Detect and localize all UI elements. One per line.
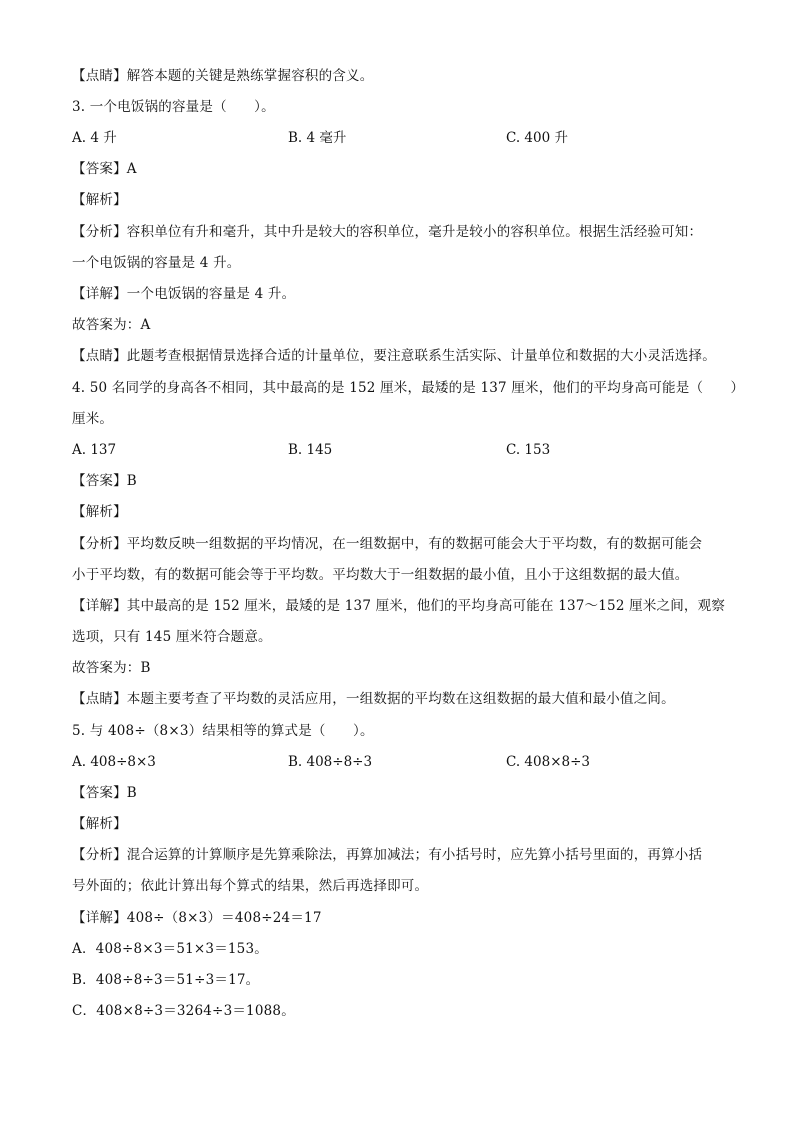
analysis-label: 【解析】: [72, 504, 127, 520]
answer-label: 【答案】A: [72, 161, 137, 177]
q5-option-a: A. 408÷8×3: [72, 754, 156, 770]
q4-option-a: A. 137: [72, 442, 117, 458]
text-line: 【详解】408÷（8×3）＝408÷24＝17: [72, 910, 322, 926]
question-4: 4. 50 名同学的身高各不相同，其中最高的是 152 厘米，最矮的是 137 厘米，他们的平均身高可能是（ ）: [72, 380, 745, 396]
text-line: 厘米。: [72, 411, 114, 427]
text-line: 一个电饭锅的容量是 4 升。: [72, 255, 241, 271]
text-line: 故答案为：A: [72, 317, 151, 333]
text-line: 【点睛】解答本题的关键是熟练掌握容积的含义。: [72, 68, 374, 84]
q5-option-b: B. 408÷8÷3: [288, 754, 373, 770]
text-line: 【点睛】此题考查根据情景选择合适的计量单位，要注意联系生活实际、计量单位和数据的大小灵活选择。: [72, 348, 716, 364]
q3-option-c: C. 400 升: [506, 130, 568, 146]
q4-option-b: B. 145: [288, 442, 333, 458]
text-line: 小于平均数，有的数据可能会等于平均数。平均数大于一组数据的最小值，且小于这组数据的最大值。: [72, 567, 689, 583]
text-line: 【详解】一个电饭锅的容量是 4 升。: [72, 286, 296, 302]
text-line: B．408÷8÷3＝51÷3＝17。: [72, 972, 260, 988]
analysis-label: 【解析】: [72, 192, 127, 208]
text-line: 【点睛】本题主要考查了平均数的灵活应用，一组数据的平均数在这组数据的最大值和最小值之间。: [72, 691, 675, 707]
text-line: A．408÷8×3＝51×3＝153。: [72, 941, 268, 957]
answer-label: 【答案】B: [72, 473, 137, 489]
text-line: 【详解】其中最高的是 152 厘米，最矮的是 137 厘米，他们的平均身高可能在 137～152 厘米之间，观察: [72, 598, 726, 614]
q5-option-c: C. 408×8÷3: [506, 754, 590, 770]
text-line: 选项，只有 145 厘米符合题意。: [72, 629, 272, 645]
analysis-label: 【解析】: [72, 816, 127, 832]
text-line: 【分析】混合运算的计算顺序是先算乘除法，再算加减法；有小括号时，应先算小括号里面的，再算小括: [72, 847, 703, 863]
text-line: 号外面的；依此计算出每个算式的结果，然后再选择即可。: [72, 878, 429, 894]
text-line: 【分析】容积单位有升和毫升，其中升是较大的容积单位，毫升是较小的容积单位。根据生活经验可知：: [72, 224, 703, 240]
text-line: 故答案为：B: [72, 660, 151, 676]
text-line: C．408×8÷3＝3264÷3＝1088。: [72, 1003, 295, 1019]
answer-label: 【答案】B: [72, 785, 137, 801]
question-5: 5. 与 408÷（8×3）结果相等的算式是（ ）。: [72, 723, 374, 739]
question-3: 3. 一个电饭锅的容量是（ ）。: [72, 99, 275, 115]
q4-option-c: C. 153: [506, 442, 551, 458]
q3-option-b: B. 4 毫升: [288, 130, 347, 146]
text-line: 【分析】平均数反映一组数据的平均情况，在一组数据中，有的数据可能会大于平均数，有的数据可能会: [72, 536, 703, 552]
q3-option-a: A. 4 升: [72, 130, 117, 146]
